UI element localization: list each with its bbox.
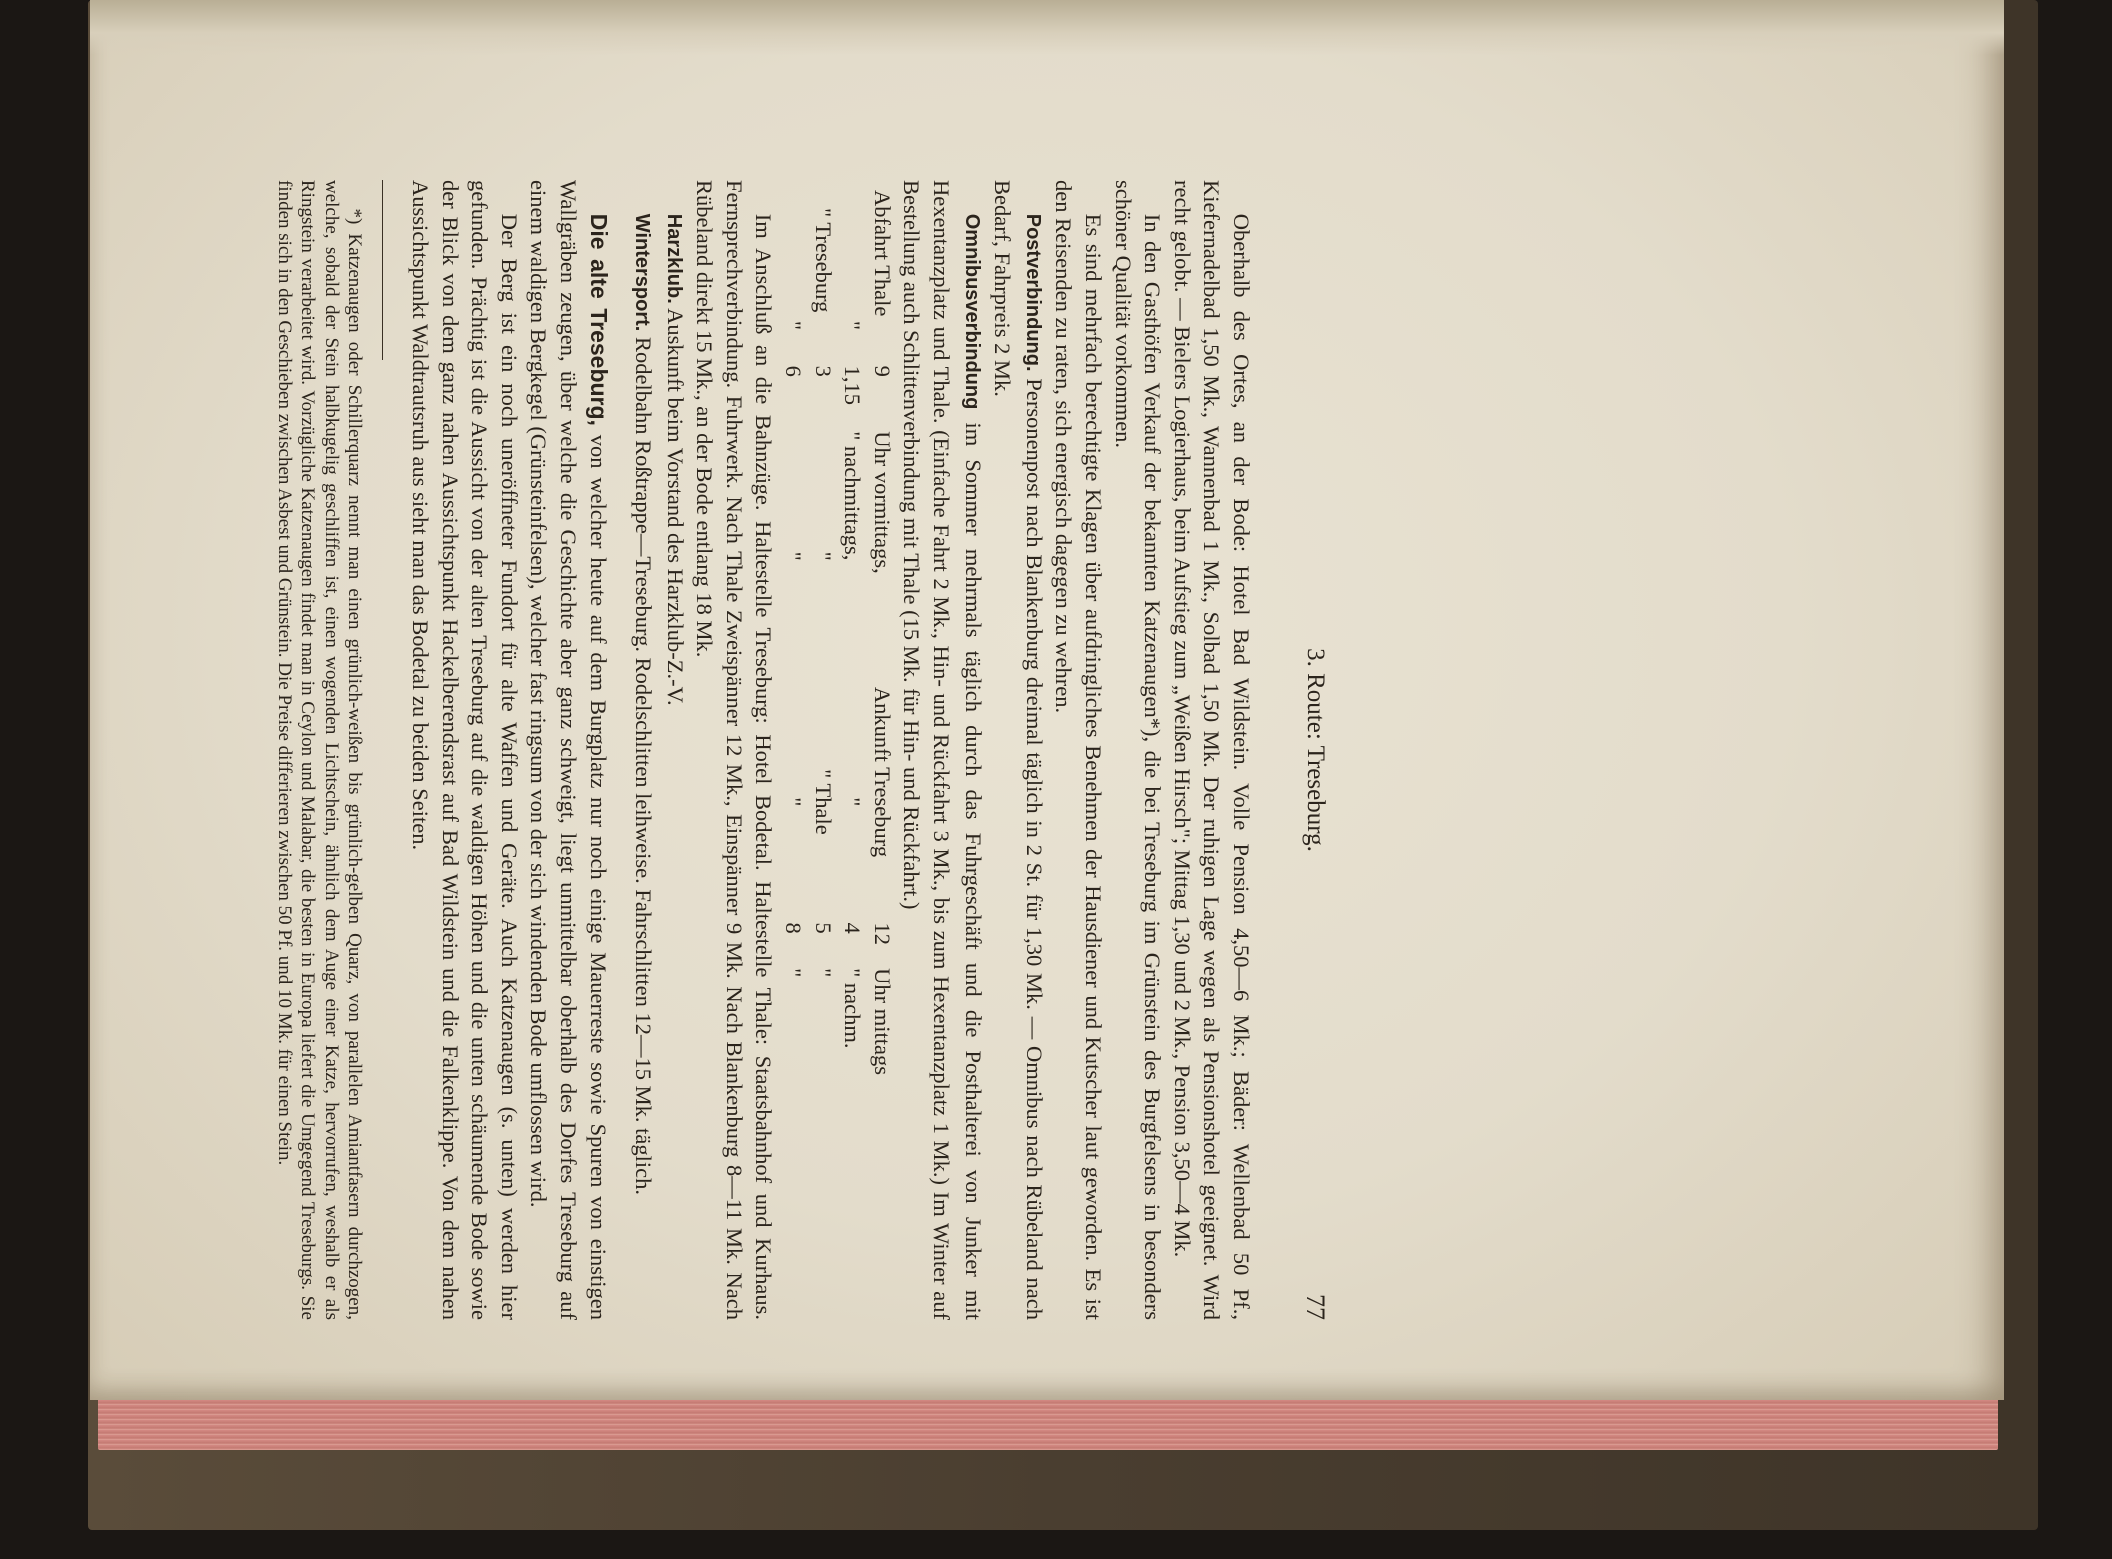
paragraph-alte-treseburg xyxy=(524,180,613,1320)
paragraph-katzenaugen-sale: In den Gasthöfen Verkauf der bekannten Katzenaugen*), die bei Treseburg im Grünstein des Burgfelsens in besonders schöner Qualität vorkommen. xyxy=(1110,180,1166,1320)
timetable-cell: Uhr mittags xyxy=(869,968,895,1075)
timetable-cell: " xyxy=(840,797,866,807)
page-gutter xyxy=(90,0,2004,55)
paragraph-wintersport xyxy=(627,180,659,1320)
footnote-rule xyxy=(382,180,383,360)
heading-wintersport: Wintersport. xyxy=(631,213,654,332)
paragraph-complaints: Es sind mehrfach berechtigte Klagen über aufdringliches Benehmen der Hausdiener und Kutscher laut geworden. Es ist den Reisenden zu raten, sich energisch dagegen zu wehren. xyxy=(1051,180,1107,1320)
timetable-cell: 5 xyxy=(810,922,836,934)
text-alte-treseburg: von welcher heute auf dem Burgplatz nur noch einige Mauerreste sowie Spuren von einstigen Wallgräben zeugen, über welche die Geschichte aber ganz schweigt, liegt unmittelbar oberhalb des Dorfes Treseburg auf einem waldigen Bergkegel (Grünsteinfelsen), welcher fast ringsum von der sich windenden Bode umflossen wird. xyxy=(526,180,611,1320)
paragraph-connections: Im Anschluß an die Bahnzüge. Haltestelle Treseburg: Hotel Bodetal. Haltestelle Thale: Staatsbahnhof und Kurhaus. Fernsprechverbindung. Fuhrwerk. Nach Thale Zweispänner 12 Mk., Einspänner 9 Mk. Nach Blankenburg 8—11 Mk. Nach Rübeland direkt 15 Mk., an der Bode entlang 18 Mk. xyxy=(692,180,777,1320)
paragraph-postverbindung xyxy=(988,180,1049,1320)
heading-postverbindung: Postverbindung. xyxy=(1021,213,1044,372)
paragraph-omnibusverbindung xyxy=(897,180,988,1320)
timetable-cell: " xyxy=(810,551,836,561)
text-wintersport: Rodelbahn Roßtrappe—Treseburg. Rodelschlitten leihweise. Fahrschlitten 12—15 Mk. täglich. xyxy=(631,331,657,1195)
paragraph-berg: Der Berg ist ein noch uneröffneter Fundort für alte Waffen und Geräte. Auch Katzenaugen (s. unten) werden hier gefunden. Prächtig ist die Aussicht von der alten Treseburg auf die waldigen Höhen und die unten schäumende Bode sowie der Blick von dem ganz nahen Aussichtspunkt Hackelberendsrast auf Bad Wildstein und die Falkenklippe. Von dem nahen Aussichtspunkt Waldtrautsruh aus sieht man das Bodetal zu beiden Seiten. xyxy=(407,180,522,1320)
heading-harzklub: Harzklub. xyxy=(662,213,685,304)
timetable-cell: 3 xyxy=(810,365,836,377)
timetable-cell: " nachm. xyxy=(840,968,866,1049)
paragraph-hotel-bad-wildstein: Oberhalb des Ortes, an der Bode: Hotel Bad Wildstein. Volle Pension 4,50—6 Mk.; Bäder: Wellenbad 50 Pf., Kiefernadelbad 1,50 Mk., Wannenbad 1 Mk., Solbad 1,50 Mk. Der ruhigen Lage wegen als Pensionshotel geeignet. Wird recht gelobt. — Bielers Logierhaus, beim Aufstieg zum „Weißen Hirsch"; Mittag 1,30 und 2 Mk., Pension 3,50—4 Mk. xyxy=(1169,180,1254,1320)
heading-omnibusverbindung: Omnibusverbindung xyxy=(960,213,983,410)
timetable-cell: " xyxy=(781,797,807,807)
timetable-cell: 12 xyxy=(869,922,895,945)
text-omnibusverbindung: im Sommer mehrmals täglich durch das Fuhrgeschäft und die Posthalterei von Junker mit Hexentanzplatz und Thale. (Einfache Fahrt 2 Mk., Hin- und Rückfahrt 3 Mk., bis zum Hexentanzplatz 1 Mk.) Im Winter auf Bestellung auch Schlittenverbindung mit Thale (15 Mk. für Hin- und Rückfahrt.) xyxy=(899,180,986,1320)
timetable xyxy=(779,180,897,1320)
timetable-cell: " xyxy=(810,968,836,978)
running-header xyxy=(1292,180,1330,1320)
timetable-row xyxy=(808,190,838,1320)
timetable-row xyxy=(838,190,868,1320)
timetable-cell: " Treseburg xyxy=(810,208,836,313)
heading-alte-treseburg: Die alte Treseburg, xyxy=(585,213,612,426)
timetable-cell: " xyxy=(781,551,807,561)
timetable-cell: 6 xyxy=(781,365,807,377)
timetable-cell: " nachmittags, xyxy=(840,431,866,561)
timetable-cell: " xyxy=(840,320,866,330)
timetable-cell: Abfahrt Thale xyxy=(869,190,895,317)
timetable-cell: 1,15 xyxy=(840,365,866,405)
timetable-row xyxy=(867,190,897,1320)
timetable-cell: " xyxy=(781,320,807,330)
footnote-text: *) Katzenaugen oder Schillerquarz nennt man einen grünlich-weißen bis grünlich-gelben Quarz, von parallelen Amiantfasern durchzogen, welche, sobald der Stein halbkugelig geschliffen ist, einen wogenden Lichtschein, ähnlich dem Auge einer Katze, hervorrufen, weshalb er als Ringstein verarbeitet wird. Vorzügliche Katzenaugen findet man in Ceylon und Malabar, die besten in Europa liefert die Umgegend Treseburgs. Sie finden sich in den Geschieben zwischen Asbest und Grünstein. Die Preise differieren zwischen 50 Pf. und 10 Mk. für einen Stein. xyxy=(273,180,366,1320)
timetable-cell: 4 xyxy=(840,922,866,934)
text-harzklub: Auskunft beim Vorstand des Harzklub-Z.-V. xyxy=(662,303,688,706)
timetable-cell: 9 xyxy=(869,365,895,377)
running-title: 3. Route: Treseburg. xyxy=(1302,648,1329,852)
timetable-cell: Uhr vormittags, xyxy=(869,431,895,574)
paragraph-harzklub xyxy=(658,180,690,1320)
timetable-cell: " Thale xyxy=(810,769,836,835)
timetable-cell: Ankunft Treseburg xyxy=(869,686,895,858)
timetable-cell: " xyxy=(781,968,807,978)
page-text-block xyxy=(0,180,1330,1320)
timetable-cell: 8 xyxy=(781,922,807,934)
footnote xyxy=(272,180,366,1320)
text-postverbindung: Personenpost nach Blankenburg dreimal täglich in 2 St. für 1,30 Mk. — Omnibus nach Rübeland nach Bedarf, Fahrpreis 2 Mk. xyxy=(990,180,1047,1320)
page-number: 77 xyxy=(1301,1294,1330,1320)
timetable-row xyxy=(779,190,809,1320)
